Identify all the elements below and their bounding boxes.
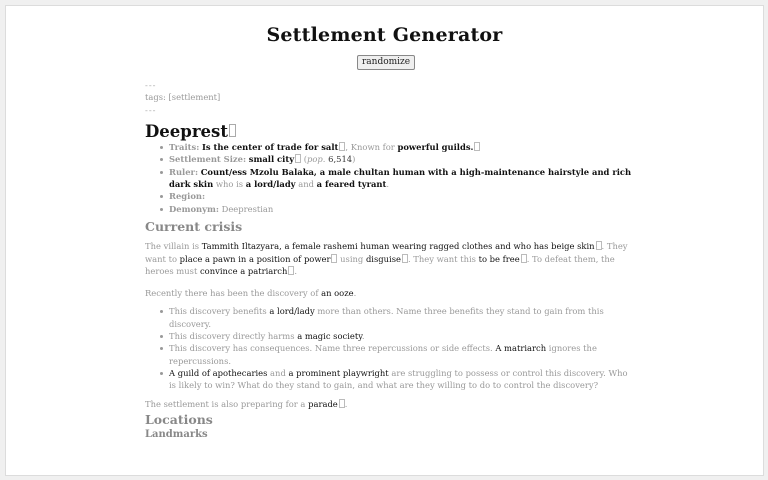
page-title: Settlement Generator [266, 24, 503, 46]
generated-content [145, 79, 635, 441]
frontmatter-dashes-top: --- [145, 80, 157, 90]
ruler-role: a lord/lady [245, 179, 296, 190]
defeat-condition: convince a patriarch [199, 265, 288, 276]
list-item-harm [169, 330, 635, 342]
item-text: ignores the repercussions. [169, 343, 597, 366]
crisis-text: Recently there has been the discovery of [145, 288, 322, 299]
crisis-text: . They want this [407, 253, 479, 264]
traits-label: Traits: [169, 142, 200, 153]
demonym-value: Deeprestian [221, 203, 274, 214]
item-text: This discovery has consequences. Name three repercussions or side effects. [169, 343, 496, 354]
crisis-text: The villain is [145, 241, 202, 252]
randomize-button[interactable]: randomize [357, 55, 415, 70]
event-paragraph [145, 398, 635, 410]
villain-description: Tammith Iltazyara, a female rashemi human wearing ragged clothes and who has beige skin [201, 241, 595, 252]
pop-close: ) [352, 154, 356, 165]
page-card [5, 5, 764, 476]
trait-value: powerful guilds [397, 142, 471, 153]
list-item-ruler [169, 166, 635, 191]
crisis-text: . They want to [145, 241, 628, 264]
discovery-paragraph [145, 287, 635, 299]
settlement-name-heading [145, 121, 635, 141]
struggle-party-a: A guild of apothecaries [169, 367, 268, 378]
villain-motive: to be free [478, 253, 520, 264]
item-text: . [361, 331, 365, 342]
size-label: Settlement Size: [169, 154, 247, 165]
ruler-value: Count/ess Mzolu Balaka, a male chultan human with a high-maintenance hairstyle and rich dark skin [169, 166, 632, 190]
missing-glyph-icon [229, 124, 236, 137]
item-text: This discovery benefits [169, 306, 270, 317]
locations-subheading: Landmarks [145, 429, 208, 441]
list-item-consequences [169, 342, 635, 367]
consequence-party: A matriarch [495, 343, 547, 354]
ruler-label: Ruler: [169, 166, 199, 177]
list-item-size [169, 153, 635, 165]
missing-glyph-icon [474, 142, 480, 151]
trait-separator: , Known for [345, 142, 398, 153]
ruler-text: . [386, 179, 390, 190]
settlement-details-list [145, 141, 635, 215]
population-value: 6,514 [328, 154, 353, 165]
frontmatter-dashes-bottom: --- [145, 104, 157, 115]
discovery-list [145, 305, 635, 391]
list-item-region [169, 190, 635, 202]
frontmatter-tags: tags: [settlement] [145, 92, 221, 103]
size-value: small city [248, 154, 295, 165]
crisis-text: . [294, 265, 298, 276]
villain-method: disguise [365, 253, 401, 264]
crisis-text: . [353, 288, 357, 299]
item-text: more than others. Name three benefits they stand to gain from this discovery. [169, 306, 604, 329]
list-item-traits: Traits: Is the center of trade for salt , Known for powerful guilds. [169, 141, 635, 153]
list-item-benefit [169, 305, 635, 330]
event-text: . [344, 398, 348, 409]
beneficiary: a lord/lady [269, 306, 315, 317]
locations-heading: Locations [145, 411, 213, 427]
discovery-value: an ooze [321, 288, 354, 299]
harmed-party: a magic society [297, 331, 362, 342]
struggle-party-b: a prominent playwright [288, 367, 389, 378]
ruler-trait: a feared tyrant [316, 179, 387, 190]
demonym-label: Demonym: [169, 203, 219, 214]
event-text: The settlement is also preparing for a [145, 398, 309, 409]
ruler-text: and [295, 179, 317, 190]
region-label: Region: [169, 191, 206, 202]
crisis-text: . To defeat them, the heroes must [145, 253, 615, 276]
settlement-name: Deeprest [145, 121, 228, 141]
item-text: This discovery directly harms [169, 331, 298, 342]
ruler-text: who is [213, 179, 246, 190]
item-text: are struggling to possess or control this discovery. Who is likely to win? What do they stand to gain, and what are they willing to do to control the discovery? [169, 367, 628, 391]
list-item-demonym [169, 203, 635, 215]
list-item-struggle [169, 367, 635, 392]
crisis-text: using [337, 253, 366, 264]
item-text: and [267, 367, 289, 378]
crisis-heading: Current crisis [145, 218, 243, 234]
villain-paragraph [145, 240, 635, 277]
pop-open: ( [301, 154, 308, 165]
event-value: parade [308, 398, 338, 409]
villain-goal: place a pawn in a position of power [179, 253, 331, 264]
trait-value: Is the center of trade for salt [202, 142, 339, 153]
pop-label: pop. [307, 154, 326, 165]
